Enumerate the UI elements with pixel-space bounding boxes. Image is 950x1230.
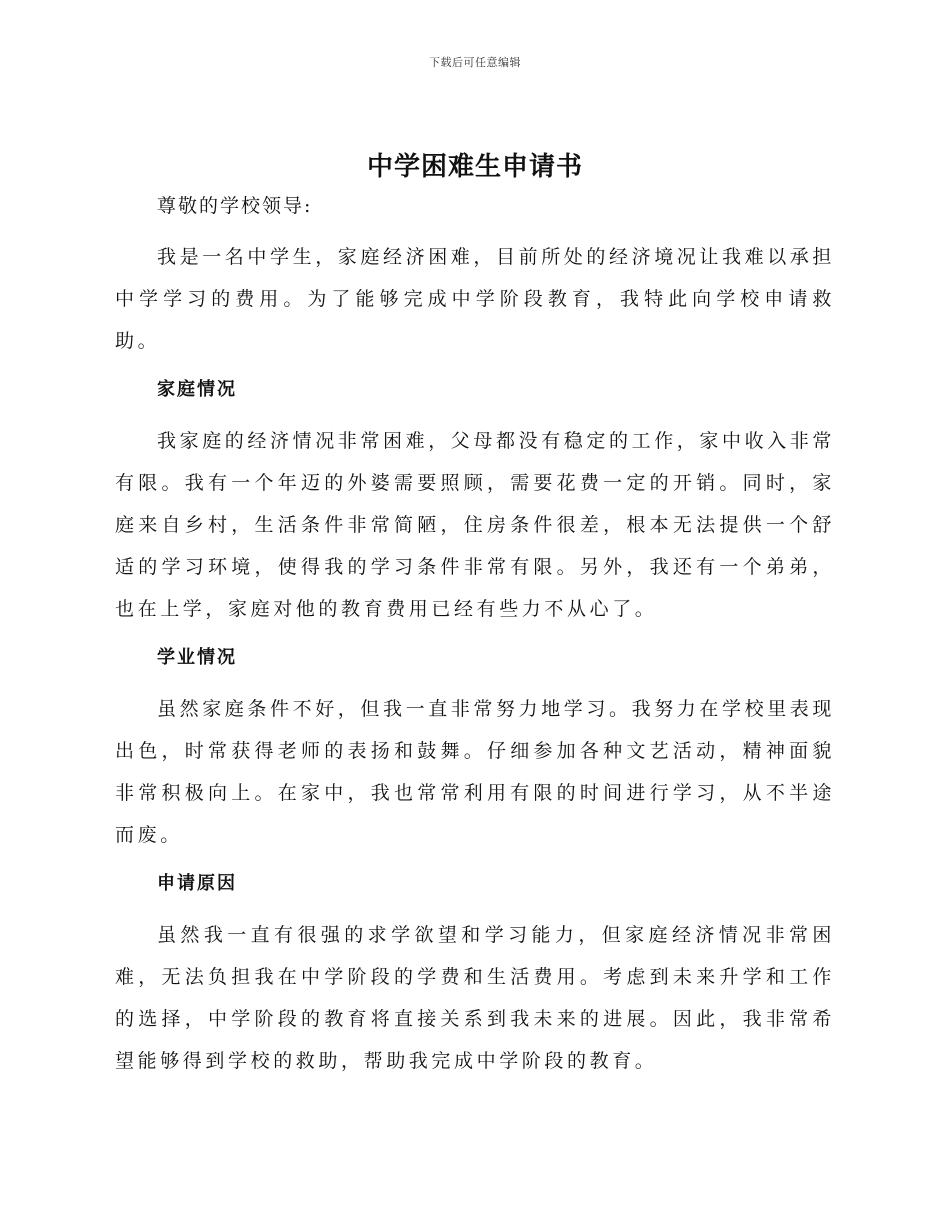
salutation: 尊敬的学校领导: xyxy=(157,195,313,217)
section-body-academics: 虽然家庭条件不好，但我一直非常努力地学习。我努力在学校里表现出色，时常获得老师的表扬和鼓舞。仔细参加各种文艺活动，精神面貌非常积极向上。在家中，我也常常利用有限的时间进行学习，从不半途而废。 xyxy=(115,698,836,846)
document-body xyxy=(115,190,835,1094)
header-note: 下载后可任意编辑 xyxy=(429,56,521,69)
section-heading-reason: 申请原因 xyxy=(157,873,237,894)
section-body-family: 我家庭的经济情况非常困难，父母都没有稳定的工作，家中收入非常有限。我有一个年迈的外婆需要照顾，需要花费一定的开销。同时，家庭来自乡村，生活条件非常简陋，住房条件很差，根本无法提供一个舒适的学习环境，使得我的学习条件非常有限。另外，我还有一个弟弟，也在上学，家庭对他的教育费用已经有些力不从心了。 xyxy=(115,430,836,620)
section-body-reason: 虽然我一直有很强的求学欲望和学习能力，但家庭经济情况非常困难，无法负担我在中学阶段的学费和生活费用。考虑到未来升学和工作的选择，中学阶段的教育将直接关系到我未来的进展。因此，我非常希望能够得到学校的救助，帮助我完成中学阶段的教育。 xyxy=(115,924,835,1072)
document-title: 中学困难生申请书 xyxy=(366,152,583,182)
section-heading-academics: 学业情况 xyxy=(157,647,237,668)
section-heading-family: 家庭情况 xyxy=(157,379,237,400)
intro-paragraph: 我是一名中学生，家庭经济困难，目前所处的经济境况让我难以承担中学学习的费用。为了能够完成中学阶段教育，我特此向学校申请救助。 xyxy=(115,246,836,352)
